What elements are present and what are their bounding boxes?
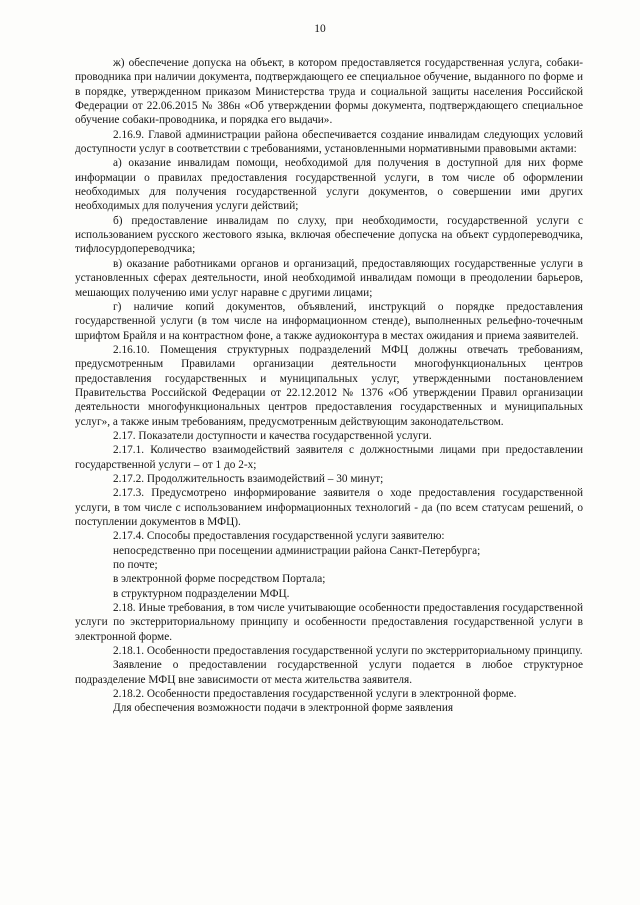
paragraph-16: в структурном подразделении МФЦ. xyxy=(113,587,290,600)
paragraph-5: в) оказание работниками органов и организаций, предоставляющих государственные услуги в установленных сферах деятельности, иной необходимой инвалидам помощи в преодолении барьеров, мешающих получению ими услуг наравне с другими лицами; xyxy=(75,257,583,299)
paragraph-14: по почте; xyxy=(113,559,158,572)
paragraph-2: 2.16.9. Главой администрации района обеспечивается создание инвалидам следующих условий доступности услуг в соответствии с требованиями, установленными нормативными правовыми актами: xyxy=(75,128,583,156)
paragraph-4: б) предоставление инвалидам по слуху, при необходимости, государственной услуги с использованием русского жестового языка, включая обеспечение допуска на объект сурдопереводчика, тифлосурдопереводчика; xyxy=(75,214,583,256)
paragraph-17: 2.18. Иные требования, в том числе учитывающие особенности предоставления государственной услуги по экстерриториальному принципу и особенности предоставления государственной услуги в электронной форме. xyxy=(75,602,583,643)
paragraph-18: 2.18.1. Особенности предоставления государственной услуги по экстерриториальному принципу. xyxy=(113,645,583,658)
paragraph-8: 2.17. Показатели доступности и качества государственной услуги. xyxy=(113,429,432,442)
document-body xyxy=(75,56,583,716)
paragraph-7: 2.16.10. Помещения структурных подразделений МФЦ должны отвечать требованиям, предусмотренным Правилами организации деятельности многофункциональных центров предоставления государственных и муниципальных услуг, утвержденными постановлением Правительства Российской Федерации от 22.12.2012 № 1376 «Об утверждении Правил организации деятельности многофункциональных центров предоставления государственных и муниципальных услуг», а также иным требованиям, предусмотренным действующим законодательством. xyxy=(75,343,583,428)
paragraph-15: в электронной форме посредством Портала; xyxy=(113,573,326,586)
page-number: 10 xyxy=(314,23,326,35)
paragraph-10: 2.17.2. Продолжительность взаимодействий – 30 минут; xyxy=(113,472,384,485)
paragraph-11: 2.17.3. Предусмотрено информирование заявителя о ходе предоставления государственной услуги, в том числе с использованием информационных технологий - да (по всем статусам решений, о поступлении документов в МФЦ). xyxy=(75,487,583,528)
paragraph-3: а) оказание инвалидам помощи, необходимой для получения в доступной для них форме информации о правилах предоставления государственной услуги, в том числе об оформлении необходимых для получения государственной услуги документов, о совершении ими других необходимых для получения услуги действий; xyxy=(75,157,583,213)
paragraph-21: Для обеспечения возможности подачи в электронной форме заявления xyxy=(113,702,454,715)
paragraph-13: непосредственно при посещении администрации района Санкт-Петербурга; xyxy=(113,544,481,557)
paragraph-9: 2.17.1. Количество взаимодействий заявителя с должностными лицами при предоставлении государственной услуги – от 1 до 2-х; xyxy=(75,444,583,471)
paragraph-19: Заявление о предоставлении государственной услуги подается в любое структурное подразделение МФЦ вне зависимости от места жительства заявителя. xyxy=(75,659,583,686)
paragraph-6: г) наличие копий документов, объявлений, инструкций о порядке предоставления государственной услуги (в том числе на информационном стенде), выполненных рельефно-точечным шрифтом Брайля и на контрастном фоне, а также аудиоконтура в местах ожидания и приема заявителей. xyxy=(75,300,583,342)
paragraph-20: 2.18.2. Особенности предоставления государственной услуги в электронной форме. xyxy=(113,688,517,701)
paragraph-12: 2.17.4. Способы предоставления государственной услуги заявителю: xyxy=(113,530,445,543)
paragraph-1: ж) обеспечение допуска на объект, в котором предоставляется государственная услуга, собаки-проводника при наличии документа, подтверждающего ее специальное обучение, выданного по форме и в порядке, утвержденном приказом Министерства труда и социальной защиты населения Российской Федерации от 22.06.2015 № 386н «Об утверждении формы документа, подтверждающего специальное обучение собаки-проводника, и порядка его выдачи». xyxy=(75,57,583,127)
